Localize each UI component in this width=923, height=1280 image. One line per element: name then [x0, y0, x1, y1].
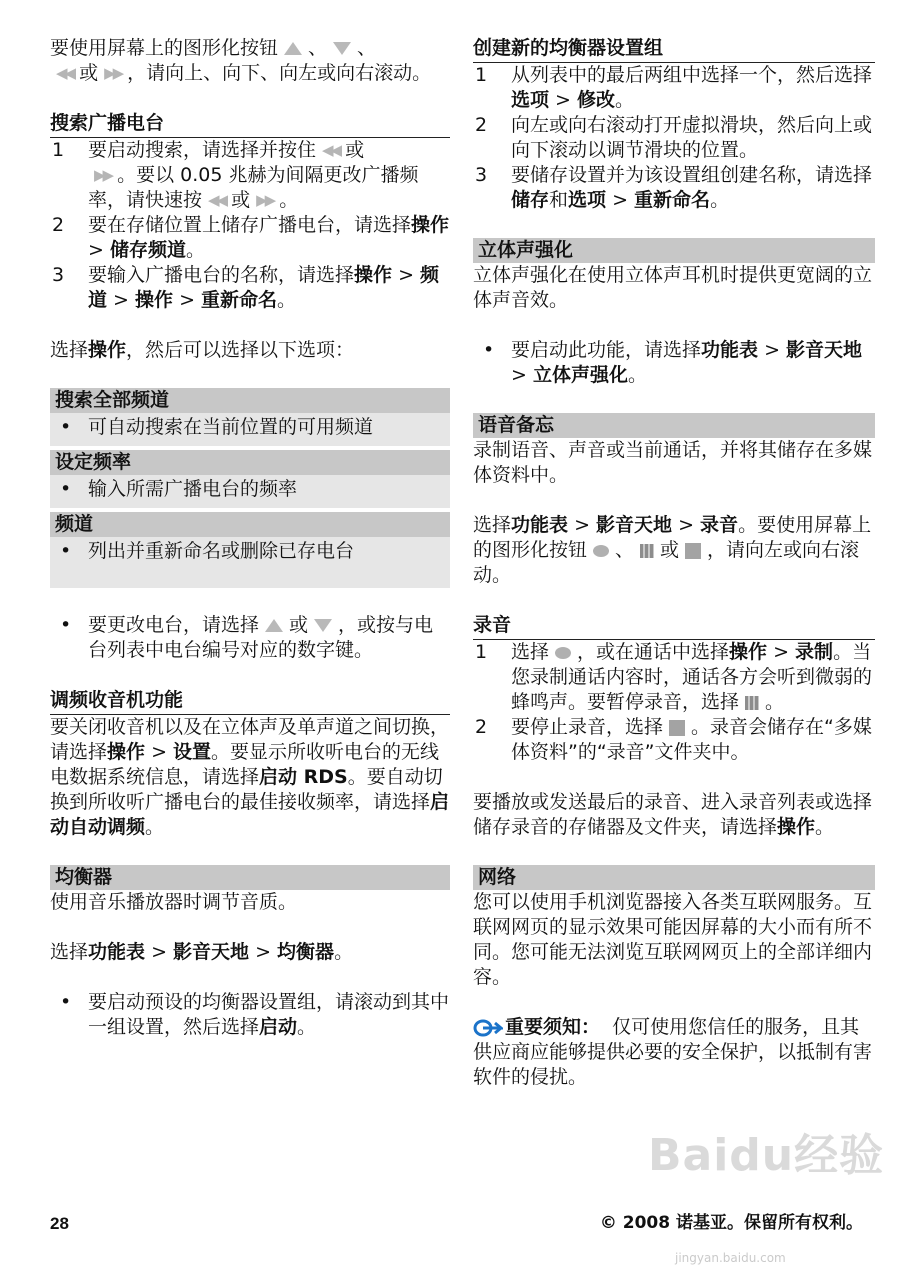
list-item: 1 从列表中的最后两组中选择一个，然后选择选项 > 修改。	[475, 64, 873, 111]
list-item: • 要更改电台，请选择 或 ，或按与电台列表中电台编号对应的数字键。	[60, 614, 434, 661]
list-item: • 要启动预设的均衡器设置组，请滚动到其中一组设置，然后选择启动。	[60, 991, 450, 1038]
record-heading: 录音	[473, 613, 875, 640]
create-eq-steps	[473, 63, 875, 213]
equalizer-path: 选择功能表 > 影音天地 > 均衡器。	[50, 941, 354, 963]
left-arrow-icon: ◀◀	[322, 141, 340, 159]
important-note-icon	[473, 1018, 503, 1038]
option-heading: 搜索全部频道	[50, 388, 450, 413]
watermark: Baidu经验	[648, 1130, 885, 1181]
network-desc: 您可以使用手机浏览器接入各类互联网服务。互联网网页的显示效果可能因屏幕的大小而有所不同。您可能无法浏览互联网网页上的全部详细内容。	[473, 891, 873, 988]
pause-icon	[745, 696, 759, 710]
search-steps	[50, 138, 450, 313]
list-item: • 输入所需广播电台的频率	[60, 478, 298, 500]
list-item: • 列出并重新命名或删除已存电台	[60, 540, 355, 562]
list-item: 2 向左或向右滚动打开虚拟滑块，然后向上或向下滚动以调节滑块的位置。	[475, 114, 873, 161]
stop-icon	[669, 720, 685, 736]
search-stations-heading: 搜索广播电台	[50, 111, 450, 138]
watermark-url: jingyan.baidu.com	[675, 1251, 786, 1265]
voice-memo-desc: 录制语音、声音或当前通话，并将其储存在多媒体资料中。	[473, 439, 873, 486]
list-item: 3 要储存设置并为该设置组创建名称，请选择储存和选项 > 重新命名。	[475, 164, 873, 211]
equalizer-heading: 均衡器	[50, 865, 450, 890]
stereo-desc: 立体声强化在使用立体声耳机时提供更宽阔的立体声音效。	[473, 264, 873, 311]
down-arrow-icon	[314, 619, 332, 632]
left-column	[50, 36, 450, 1040]
page-number: 28	[50, 1214, 69, 1233]
left-arrow-icon: ◀◀	[208, 191, 226, 209]
list-item: • 要启动此功能，请选择功能表 > 影音天地 > 立体声强化。	[483, 339, 863, 386]
right-arrow-icon: ▶▶	[94, 166, 112, 184]
fm-functions-heading: 调频收音机功能	[50, 688, 450, 715]
equalizer-desc: 使用音乐播放器时调节音质。	[50, 891, 298, 913]
record-steps	[473, 640, 875, 765]
stereo-heading: 立体声强化	[473, 238, 875, 263]
record-after-text: 要播放或发送最后的录音、进入录音列表或选择储存录音的存储器及文件夹，请选择操作。	[473, 791, 873, 838]
option-heading: 设定频率	[50, 450, 450, 475]
note-label: 重要须知：	[505, 1016, 601, 1038]
list-item: 2 要停止录音，选择 。录音会储存在“多媒体资料”的“录音”文件夹中。	[475, 716, 872, 763]
list-item: 1 要启动搜索，请选择并按住 ◀◀ 或 ▶▶ 。要以 0.05 兆赫为间隔更改广播频率，请快速按 ◀◀ 或 ▶▶ 。	[52, 139, 419, 211]
note-text: 仅可使用您信任的服务，且其供应商应能够提供必要的安全保护，以抵制有害软件的侵扰。	[473, 1016, 873, 1088]
stereo-tip	[473, 338, 875, 388]
intro-text: 要使用屏幕上的图形化按钮	[50, 37, 279, 59]
list-item: 3 要输入广播电台的名称，请选择操作 > 频道 > 操作 > 重新命名。	[52, 264, 440, 311]
down-arrow-icon	[333, 42, 351, 55]
create-eq-heading: 创建新的均衡器设置组	[473, 36, 875, 63]
left-arrow-icon: ◀◀	[56, 64, 74, 82]
voice-memo-heading: 语音备忘	[473, 413, 875, 438]
voice-memo-path: 选择功能表 > 影音天地 > 录音。要使用屏幕上的图形化按钮 、 或 ，请向左或向右滚动。	[473, 514, 872, 586]
right-arrow-icon: ▶▶	[104, 64, 122, 82]
list-item: • 可自动搜索在当前位置的可用频道	[60, 416, 374, 438]
network-heading: 网络	[473, 865, 875, 890]
option-channels	[50, 512, 450, 588]
copyright: © 2008 诺基亚。保留所有权利。	[599, 1213, 863, 1233]
record-circle-icon	[555, 647, 571, 659]
option-search-all	[50, 388, 450, 446]
up-arrow-icon	[265, 619, 283, 632]
right-column	[473, 36, 875, 1090]
option-set-frequency	[50, 450, 450, 508]
equalizer-tip	[50, 990, 450, 1040]
important-note	[473, 1015, 875, 1090]
stop-icon	[685, 543, 701, 559]
intro-paragraph: 要使用屏幕上的图形化按钮 、 、 ◀◀ 或 ▶▶ ，请向上、向下、向左或向右滚动。	[50, 37, 432, 84]
list-item: 1 选择 ，或在通话中选择操作 > 录制。当您录制通话内容时，通话各方会听到微弱的蜂鸣声。要暂停录音，选择 。	[475, 641, 873, 713]
pause-icon	[640, 544, 654, 558]
up-arrow-icon	[284, 42, 302, 55]
options-intro: 选择操作，然后可以选择以下选项：	[50, 339, 355, 361]
right-arrow-icon: ▶▶	[256, 191, 274, 209]
change-station-tip	[50, 613, 450, 663]
option-heading: 频道	[50, 512, 450, 537]
list-item: 2 要在存储位置上储存广播电台，请选择操作 > 储存频道。	[52, 214, 450, 261]
fm-functions-text: 要关闭收音机以及在立体声及单声道之间切换，请选择操作 > 设置。要显示所收听电台的无线电数据系统信息，请选择启动 RDS。要自动切换到所收听广播电台的最佳接收频率，请选择启动自动调频。	[50, 716, 450, 838]
record-circle-icon	[593, 545, 609, 557]
